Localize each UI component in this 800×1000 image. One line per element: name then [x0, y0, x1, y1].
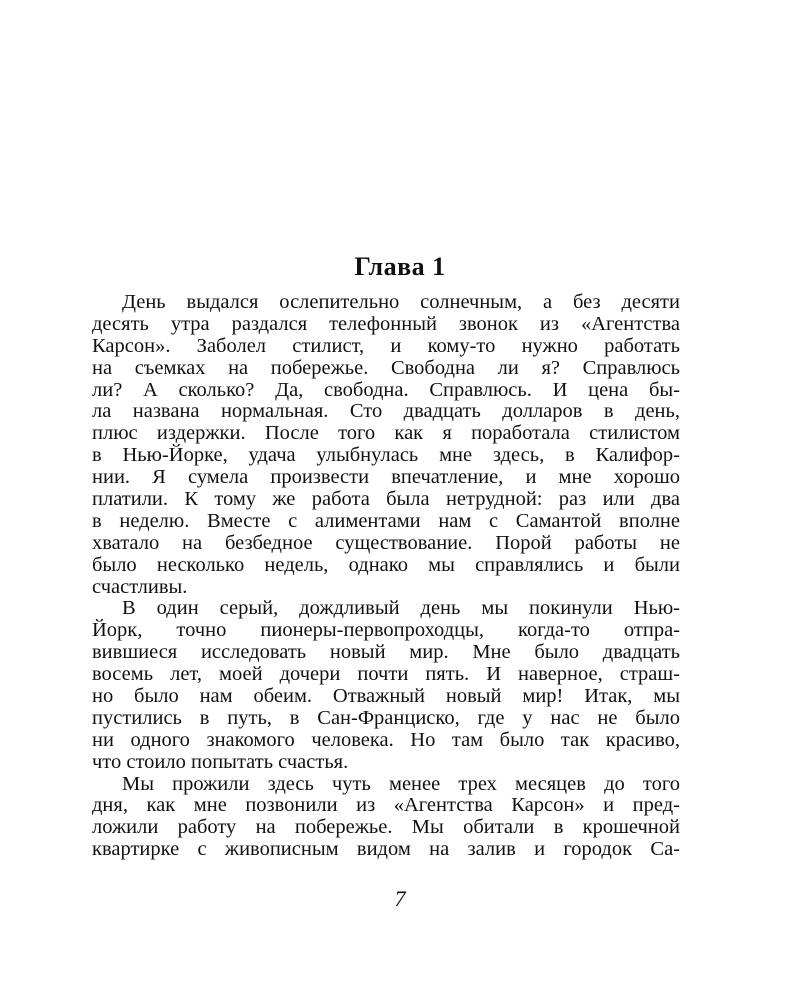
text-line: хватало на безбедное существование. Порой работы не [92, 531, 680, 554]
text-line: пустились в путь, в Сан-Франциско, где у нас не было [92, 706, 680, 729]
chapter-title: Глава 1 [354, 252, 446, 281]
text-line: счастливы. [92, 575, 188, 598]
text-line: нии. Я сумела произвести впечатление, и мне хорошо [92, 466, 680, 489]
text-line: плюс издержки. После того как я поработала стилистом [92, 422, 680, 445]
text-line: но было нам обеим. Отважный новый мир! Итак, мы [92, 685, 680, 708]
text-line: вившиеся исследовать новый мир. Мне было двадцать [92, 641, 680, 664]
text-line: дня, как мне позвонили из «Агентства Карсон» и пред- [92, 794, 680, 817]
page-number: 7 [394, 886, 406, 911]
text-line: В один серый, дождливый день мы покинули Нью- [122, 597, 680, 620]
text-line: День выдался ослепительно солнечным, а без десяти [122, 291, 680, 313]
text-line: платили. К тому же работа была нетрудной: раз или два [92, 488, 680, 511]
text-line: ни одного знакомого человека. Но там было так красиво, [92, 728, 680, 751]
text-line: в Нью-Йорке, удача улыбнулась мне здесь, в Калифор- [92, 444, 680, 467]
text-line: было несколько недель, однако мы справлялись и были [92, 553, 680, 576]
text-line: десять утра раздался телефонный звонок из «Агентства [92, 312, 680, 335]
text-line: квартирке с живописным видом на залив и городок Са- [92, 838, 680, 861]
text-line: Мы прожили здесь чуть менее трех месяцев до того [122, 772, 680, 795]
text-line: ложили работу на побережье. Мы обитали в крошечной [92, 816, 680, 839]
text-line: в неделю. Вместе с алиментами нам с Самантой вполне [92, 509, 680, 532]
text-line: Карсон». Заболел стилист, и кому-то нужно работать [92, 334, 680, 357]
text-line: на съемках на побережье. Свободна ли я? Справлюсь [92, 356, 680, 379]
text-line: что стоило попытать счастья. [92, 750, 349, 773]
text-line: восемь лет, моей дочери почти пять. И наверное, страш- [92, 663, 680, 686]
text-line: ли? А сколько? Да, свободна. Справлюсь. И цена бы- [92, 378, 680, 401]
text-line: Йорк, точно пионеры-первопроходцы, когда-то отпра- [92, 619, 680, 642]
text-line: ла названа нормальная. Сто двадцать долларов в день, [92, 400, 680, 423]
body-text [92, 292, 680, 861]
